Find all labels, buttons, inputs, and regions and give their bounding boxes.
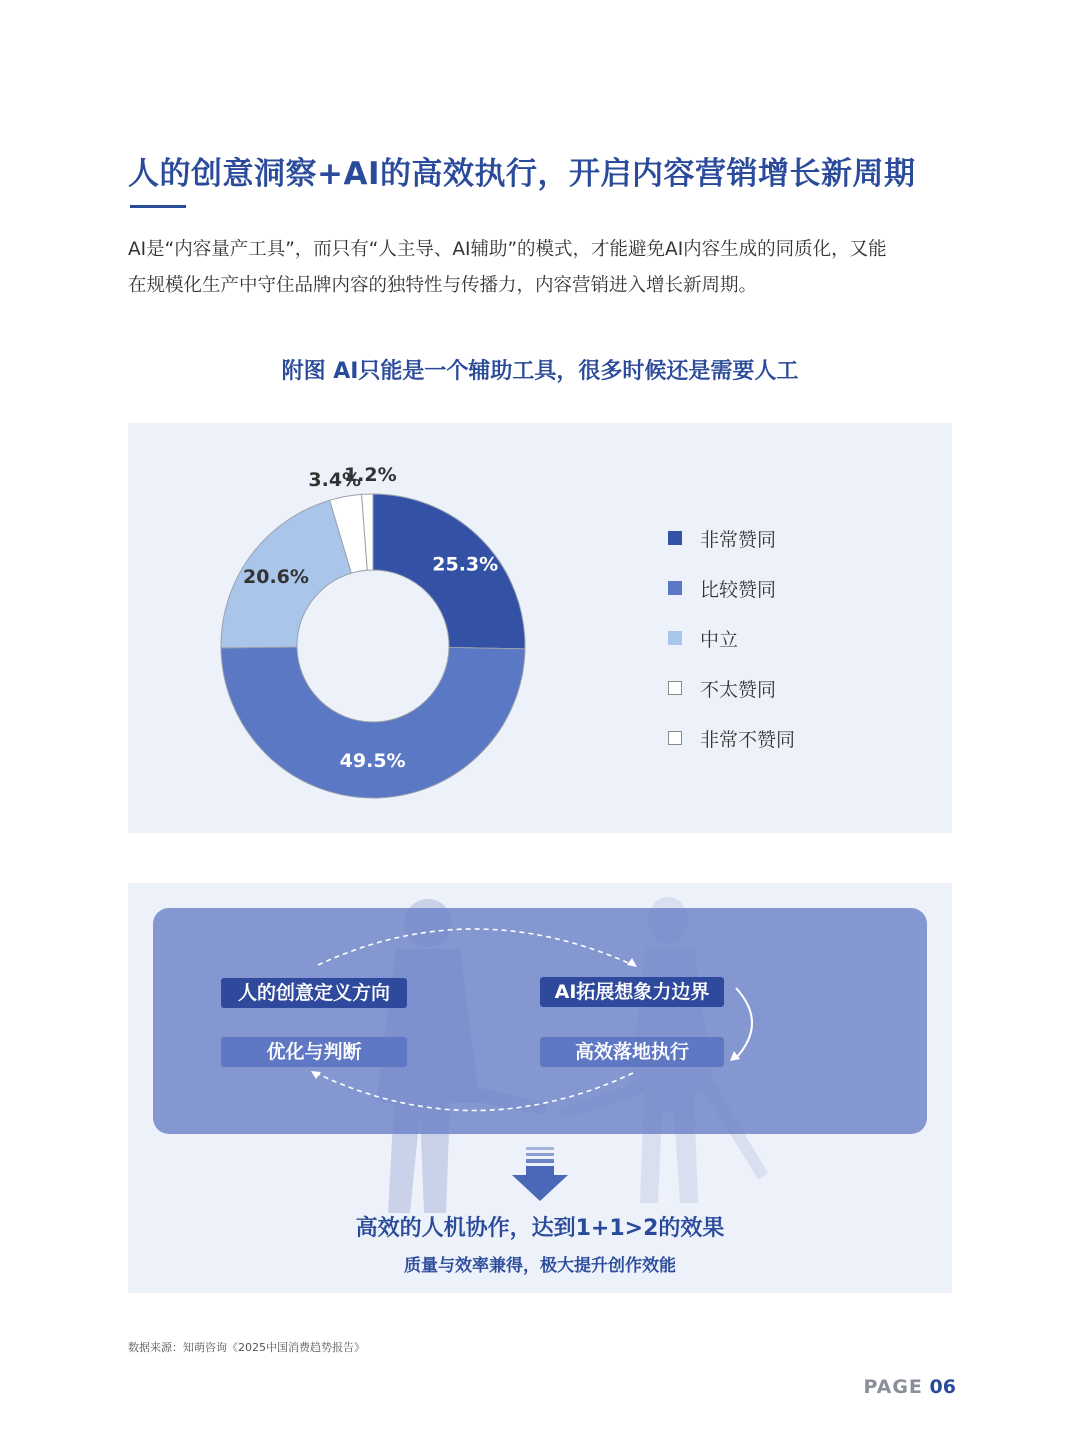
- legend-label: 非常不赞同: [700, 728, 796, 751]
- legend-item: [668, 513, 795, 563]
- intro-paragraph: [128, 232, 958, 304]
- title-underline: [130, 205, 186, 208]
- donut-chart: [128, 423, 608, 833]
- donut-label-3: 20.6%: [243, 566, 309, 589]
- outcome-title: 高效的人机协作，达到1+1>2的效果: [355, 1216, 725, 1241]
- chart-panel: [128, 423, 952, 833]
- intro-line-1: AI是“内容量产工具”，而只有“人主导、AI辅助”的模式，才能避免AI内容生成的同质化，又能: [128, 239, 887, 260]
- legend-swatch: [668, 581, 682, 595]
- page-title: 人的创意洞察+AI的高效执行，开启内容营销增长新周期: [128, 156, 916, 192]
- page-number: [863, 1376, 956, 1398]
- legend-item: [668, 713, 795, 763]
- legend-item: [668, 613, 795, 663]
- ai-imagination-pill: AI拓展想象力边界: [540, 977, 724, 1007]
- donut-label-1: 25.3%: [432, 553, 499, 576]
- intro-line-2: 在规模化生产中守住品牌内容的独特性与传播力，内容营销进入增长新周期。: [128, 275, 758, 296]
- right-arc-arrow: [736, 988, 752, 1058]
- donut-label-4: 3.4%: [308, 468, 362, 491]
- data-source: 数据来源：知萌咨询《2025中国消费趋势报告》: [128, 1341, 365, 1354]
- bottom-arc-arrow: [316, 1073, 633, 1111]
- legend-label: 不太赞同: [700, 678, 777, 701]
- donut-slice-2: [221, 647, 525, 798]
- legend-label: 比较赞同: [700, 578, 777, 601]
- legend-swatch: [668, 681, 682, 695]
- chart-legend: [668, 513, 795, 763]
- page-label: PAGE: [863, 1376, 923, 1398]
- donut-label-2: 49.5%: [339, 749, 406, 772]
- legend-swatch: [668, 631, 682, 645]
- legend-swatch: [668, 731, 682, 745]
- collaboration-diagram: [128, 883, 952, 1293]
- human-direction-pill: 人的创意定义方向: [221, 978, 407, 1008]
- figure-title: 附图 AI只能是一个辅助工具，很多时候还是需要人工: [281, 359, 799, 384]
- page-number-value: 06: [929, 1376, 956, 1398]
- optimize-judge-pill: 优化与判断: [221, 1037, 407, 1067]
- down-arrow-icon: [510, 1147, 570, 1203]
- legend-label: 中立: [700, 628, 739, 651]
- legend-item: [668, 563, 795, 613]
- efficient-execution-pill: 高效落地执行: [540, 1037, 724, 1067]
- outcome-subtitle: 质量与效率兼得，极大提升创作效能: [404, 1256, 676, 1276]
- donut-label-5: 1.2%: [343, 464, 397, 487]
- legend-label: 非常赞同: [700, 528, 777, 551]
- legend-swatch: [668, 531, 682, 545]
- legend-item: [668, 663, 795, 713]
- top-arc-arrow: [318, 929, 633, 965]
